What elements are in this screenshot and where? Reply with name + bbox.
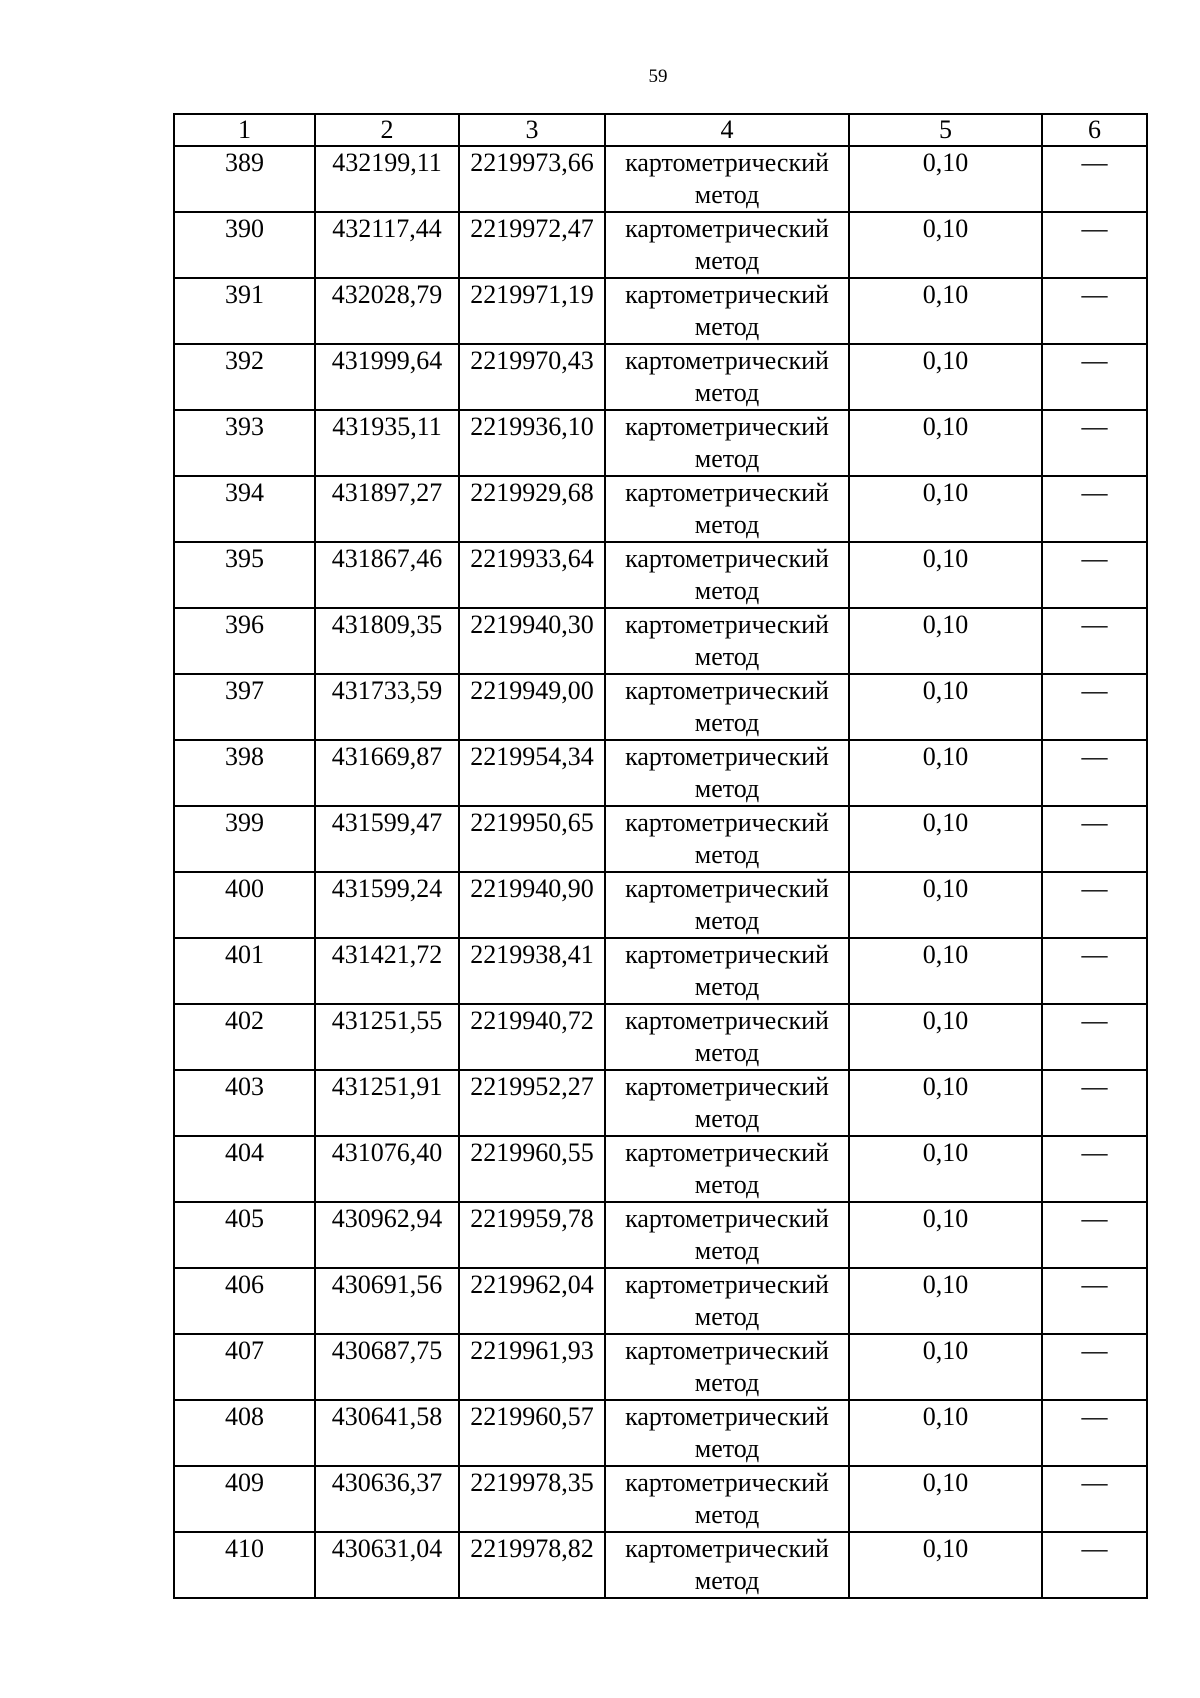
y-coordinate-cell: 2219959,78 — [459, 1202, 605, 1268]
y-coordinate-cell: 2219954,34 — [459, 740, 605, 806]
note-cell: — — [1042, 1466, 1147, 1532]
accuracy-cell: 0,10 — [849, 1466, 1042, 1532]
method-cell: картометрический метод — [605, 806, 849, 872]
point-number-cell: 401 — [174, 938, 315, 1004]
method-cell: картометрический метод — [605, 1268, 849, 1334]
accuracy-cell: 0,10 — [849, 1070, 1042, 1136]
table-row — [174, 1136, 1147, 1202]
method-cell: картометрический метод — [605, 278, 849, 344]
y-coordinate-cell: 2219978,35 — [459, 1466, 605, 1532]
accuracy-cell: 0,10 — [849, 344, 1042, 410]
accuracy-cell: 0,10 — [849, 1400, 1042, 1466]
note-cell: — — [1042, 674, 1147, 740]
y-coordinate-cell: 2219960,57 — [459, 1400, 605, 1466]
note-cell: — — [1042, 476, 1147, 542]
x-coordinate-cell: 430631,04 — [315, 1532, 459, 1598]
method-cell: картометрический метод — [605, 674, 849, 740]
column-header: 2 — [315, 114, 459, 146]
point-number-cell: 392 — [174, 344, 315, 410]
method-cell: картометрический метод — [605, 1004, 849, 1070]
y-coordinate-cell: 2219962,04 — [459, 1268, 605, 1334]
table-row — [174, 740, 1147, 806]
header-row — [174, 114, 1147, 146]
method-cell: картометрический метод — [605, 1400, 849, 1466]
note-cell: — — [1042, 806, 1147, 872]
note-cell: — — [1042, 872, 1147, 938]
method-cell: картометрический метод — [605, 410, 849, 476]
method-cell: картометрический метод — [605, 1334, 849, 1400]
x-coordinate-cell: 431599,24 — [315, 872, 459, 938]
table-row — [174, 1400, 1147, 1466]
point-number-cell: 407 — [174, 1334, 315, 1400]
table-row — [174, 938, 1147, 1004]
method-cell: картометрический метод — [605, 212, 849, 278]
table-row — [174, 410, 1147, 476]
point-number-cell: 405 — [174, 1202, 315, 1268]
coordinates-table — [173, 113, 1148, 1599]
point-number-cell: 393 — [174, 410, 315, 476]
table-row — [174, 1334, 1147, 1400]
note-cell: — — [1042, 542, 1147, 608]
accuracy-cell: 0,10 — [849, 542, 1042, 608]
accuracy-cell: 0,10 — [849, 146, 1042, 212]
table-row — [174, 1466, 1147, 1532]
method-cell: картометрический метод — [605, 1070, 849, 1136]
table-row — [174, 542, 1147, 608]
column-header: 3 — [459, 114, 605, 146]
point-number-cell: 394 — [174, 476, 315, 542]
point-number-cell: 397 — [174, 674, 315, 740]
y-coordinate-cell: 2219971,19 — [459, 278, 605, 344]
accuracy-cell: 0,10 — [849, 674, 1042, 740]
point-number-cell: 402 — [174, 1004, 315, 1070]
point-number-cell: 409 — [174, 1466, 315, 1532]
table-body — [174, 146, 1147, 1598]
table-row — [174, 1268, 1147, 1334]
note-cell: — — [1042, 740, 1147, 806]
note-cell: — — [1042, 1004, 1147, 1070]
y-coordinate-cell: 2219949,00 — [459, 674, 605, 740]
x-coordinate-cell: 431867,46 — [315, 542, 459, 608]
accuracy-cell: 0,10 — [849, 278, 1042, 344]
note-cell: — — [1042, 1532, 1147, 1598]
y-coordinate-cell: 2219973,66 — [459, 146, 605, 212]
accuracy-cell: 0,10 — [849, 1268, 1042, 1334]
x-coordinate-cell: 431999,64 — [315, 344, 459, 410]
y-coordinate-cell: 2219952,27 — [459, 1070, 605, 1136]
column-header: 5 — [849, 114, 1042, 146]
table-header — [174, 114, 1147, 146]
accuracy-cell: 0,10 — [849, 1136, 1042, 1202]
y-coordinate-cell: 2219978,82 — [459, 1532, 605, 1598]
accuracy-cell: 0,10 — [849, 1532, 1042, 1598]
accuracy-cell: 0,10 — [849, 476, 1042, 542]
table-row — [174, 806, 1147, 872]
x-coordinate-cell: 431076,40 — [315, 1136, 459, 1202]
accuracy-cell: 0,10 — [849, 872, 1042, 938]
method-cell: картометрический метод — [605, 344, 849, 410]
table-row — [174, 212, 1147, 278]
accuracy-cell: 0,10 — [849, 1334, 1042, 1400]
x-coordinate-cell: 431733,59 — [315, 674, 459, 740]
x-coordinate-cell: 431935,11 — [315, 410, 459, 476]
note-cell: — — [1042, 1400, 1147, 1466]
y-coordinate-cell: 2219936,10 — [459, 410, 605, 476]
method-cell: картометрический метод — [605, 542, 849, 608]
note-cell: — — [1042, 608, 1147, 674]
point-number-cell: 406 — [174, 1268, 315, 1334]
y-coordinate-cell: 2219938,41 — [459, 938, 605, 1004]
page-number: 59 — [648, 66, 668, 87]
y-coordinate-cell: 2219940,72 — [459, 1004, 605, 1070]
method-cell: картометрический метод — [605, 476, 849, 542]
note-cell: — — [1042, 146, 1147, 212]
accuracy-cell: 0,10 — [849, 938, 1042, 1004]
point-number-cell: 395 — [174, 542, 315, 608]
table-row — [174, 1532, 1147, 1598]
table-row — [174, 608, 1147, 674]
y-coordinate-cell: 2219960,55 — [459, 1136, 605, 1202]
column-header: 4 — [605, 114, 849, 146]
note-cell: — — [1042, 938, 1147, 1004]
accuracy-cell: 0,10 — [849, 410, 1042, 476]
method-cell: картометрический метод — [605, 1136, 849, 1202]
column-header: 1 — [174, 114, 315, 146]
method-cell: картометрический метод — [605, 938, 849, 1004]
table-row — [174, 476, 1147, 542]
point-number-cell: 399 — [174, 806, 315, 872]
table-row — [174, 872, 1147, 938]
y-coordinate-cell: 2219961,93 — [459, 1334, 605, 1400]
y-coordinate-cell: 2219950,65 — [459, 806, 605, 872]
accuracy-cell: 0,10 — [849, 212, 1042, 278]
table-row — [174, 1202, 1147, 1268]
x-coordinate-cell: 431809,35 — [315, 608, 459, 674]
point-number-cell: 391 — [174, 278, 315, 344]
x-coordinate-cell: 430641,58 — [315, 1400, 459, 1466]
table-row — [174, 278, 1147, 344]
table-row — [174, 1070, 1147, 1136]
method-cell: картометрический метод — [605, 1532, 849, 1598]
accuracy-cell: 0,10 — [849, 1004, 1042, 1070]
accuracy-cell: 0,10 — [849, 740, 1042, 806]
y-coordinate-cell: 2219940,90 — [459, 872, 605, 938]
note-cell: — — [1042, 1070, 1147, 1136]
x-coordinate-cell: 430687,75 — [315, 1334, 459, 1400]
method-cell: картометрический метод — [605, 1466, 849, 1532]
note-cell: — — [1042, 1334, 1147, 1400]
point-number-cell: 396 — [174, 608, 315, 674]
point-number-cell: 408 — [174, 1400, 315, 1466]
method-cell: картометрический метод — [605, 146, 849, 212]
accuracy-cell: 0,10 — [849, 806, 1042, 872]
note-cell: — — [1042, 212, 1147, 278]
point-number-cell: 410 — [174, 1532, 315, 1598]
x-coordinate-cell: 432199,11 — [315, 146, 459, 212]
accuracy-cell: 0,10 — [849, 1202, 1042, 1268]
point-number-cell: 404 — [174, 1136, 315, 1202]
x-coordinate-cell: 431599,47 — [315, 806, 459, 872]
note-cell: — — [1042, 1202, 1147, 1268]
method-cell: картометрический метод — [605, 608, 849, 674]
x-coordinate-cell: 431421,72 — [315, 938, 459, 1004]
column-header: 6 — [1042, 114, 1147, 146]
y-coordinate-cell: 2219933,64 — [459, 542, 605, 608]
method-cell: картометрический метод — [605, 1202, 849, 1268]
table-row — [174, 1004, 1147, 1070]
x-coordinate-cell: 430636,37 — [315, 1466, 459, 1532]
x-coordinate-cell: 431251,55 — [315, 1004, 459, 1070]
point-number-cell: 403 — [174, 1070, 315, 1136]
x-coordinate-cell: 431897,27 — [315, 476, 459, 542]
note-cell: — — [1042, 1136, 1147, 1202]
point-number-cell: 398 — [174, 740, 315, 806]
table-row — [174, 146, 1147, 212]
point-number-cell: 389 — [174, 146, 315, 212]
y-coordinate-cell: 2219972,47 — [459, 212, 605, 278]
method-cell: картометрический метод — [605, 740, 849, 806]
y-coordinate-cell: 2219940,30 — [459, 608, 605, 674]
y-coordinate-cell: 2219929,68 — [459, 476, 605, 542]
accuracy-cell: 0,10 — [849, 608, 1042, 674]
table-row — [174, 674, 1147, 740]
point-number-cell: 390 — [174, 212, 315, 278]
x-coordinate-cell: 432117,44 — [315, 212, 459, 278]
x-coordinate-cell: 431669,87 — [315, 740, 459, 806]
note-cell: — — [1042, 278, 1147, 344]
x-coordinate-cell: 431251,91 — [315, 1070, 459, 1136]
x-coordinate-cell: 430962,94 — [315, 1202, 459, 1268]
note-cell: — — [1042, 1268, 1147, 1334]
method-cell: картометрический метод — [605, 872, 849, 938]
note-cell: — — [1042, 410, 1147, 476]
x-coordinate-cell: 430691,56 — [315, 1268, 459, 1334]
point-number-cell: 400 — [174, 872, 315, 938]
x-coordinate-cell: 432028,79 — [315, 278, 459, 344]
y-coordinate-cell: 2219970,43 — [459, 344, 605, 410]
table-row — [174, 344, 1147, 410]
note-cell: — — [1042, 344, 1147, 410]
